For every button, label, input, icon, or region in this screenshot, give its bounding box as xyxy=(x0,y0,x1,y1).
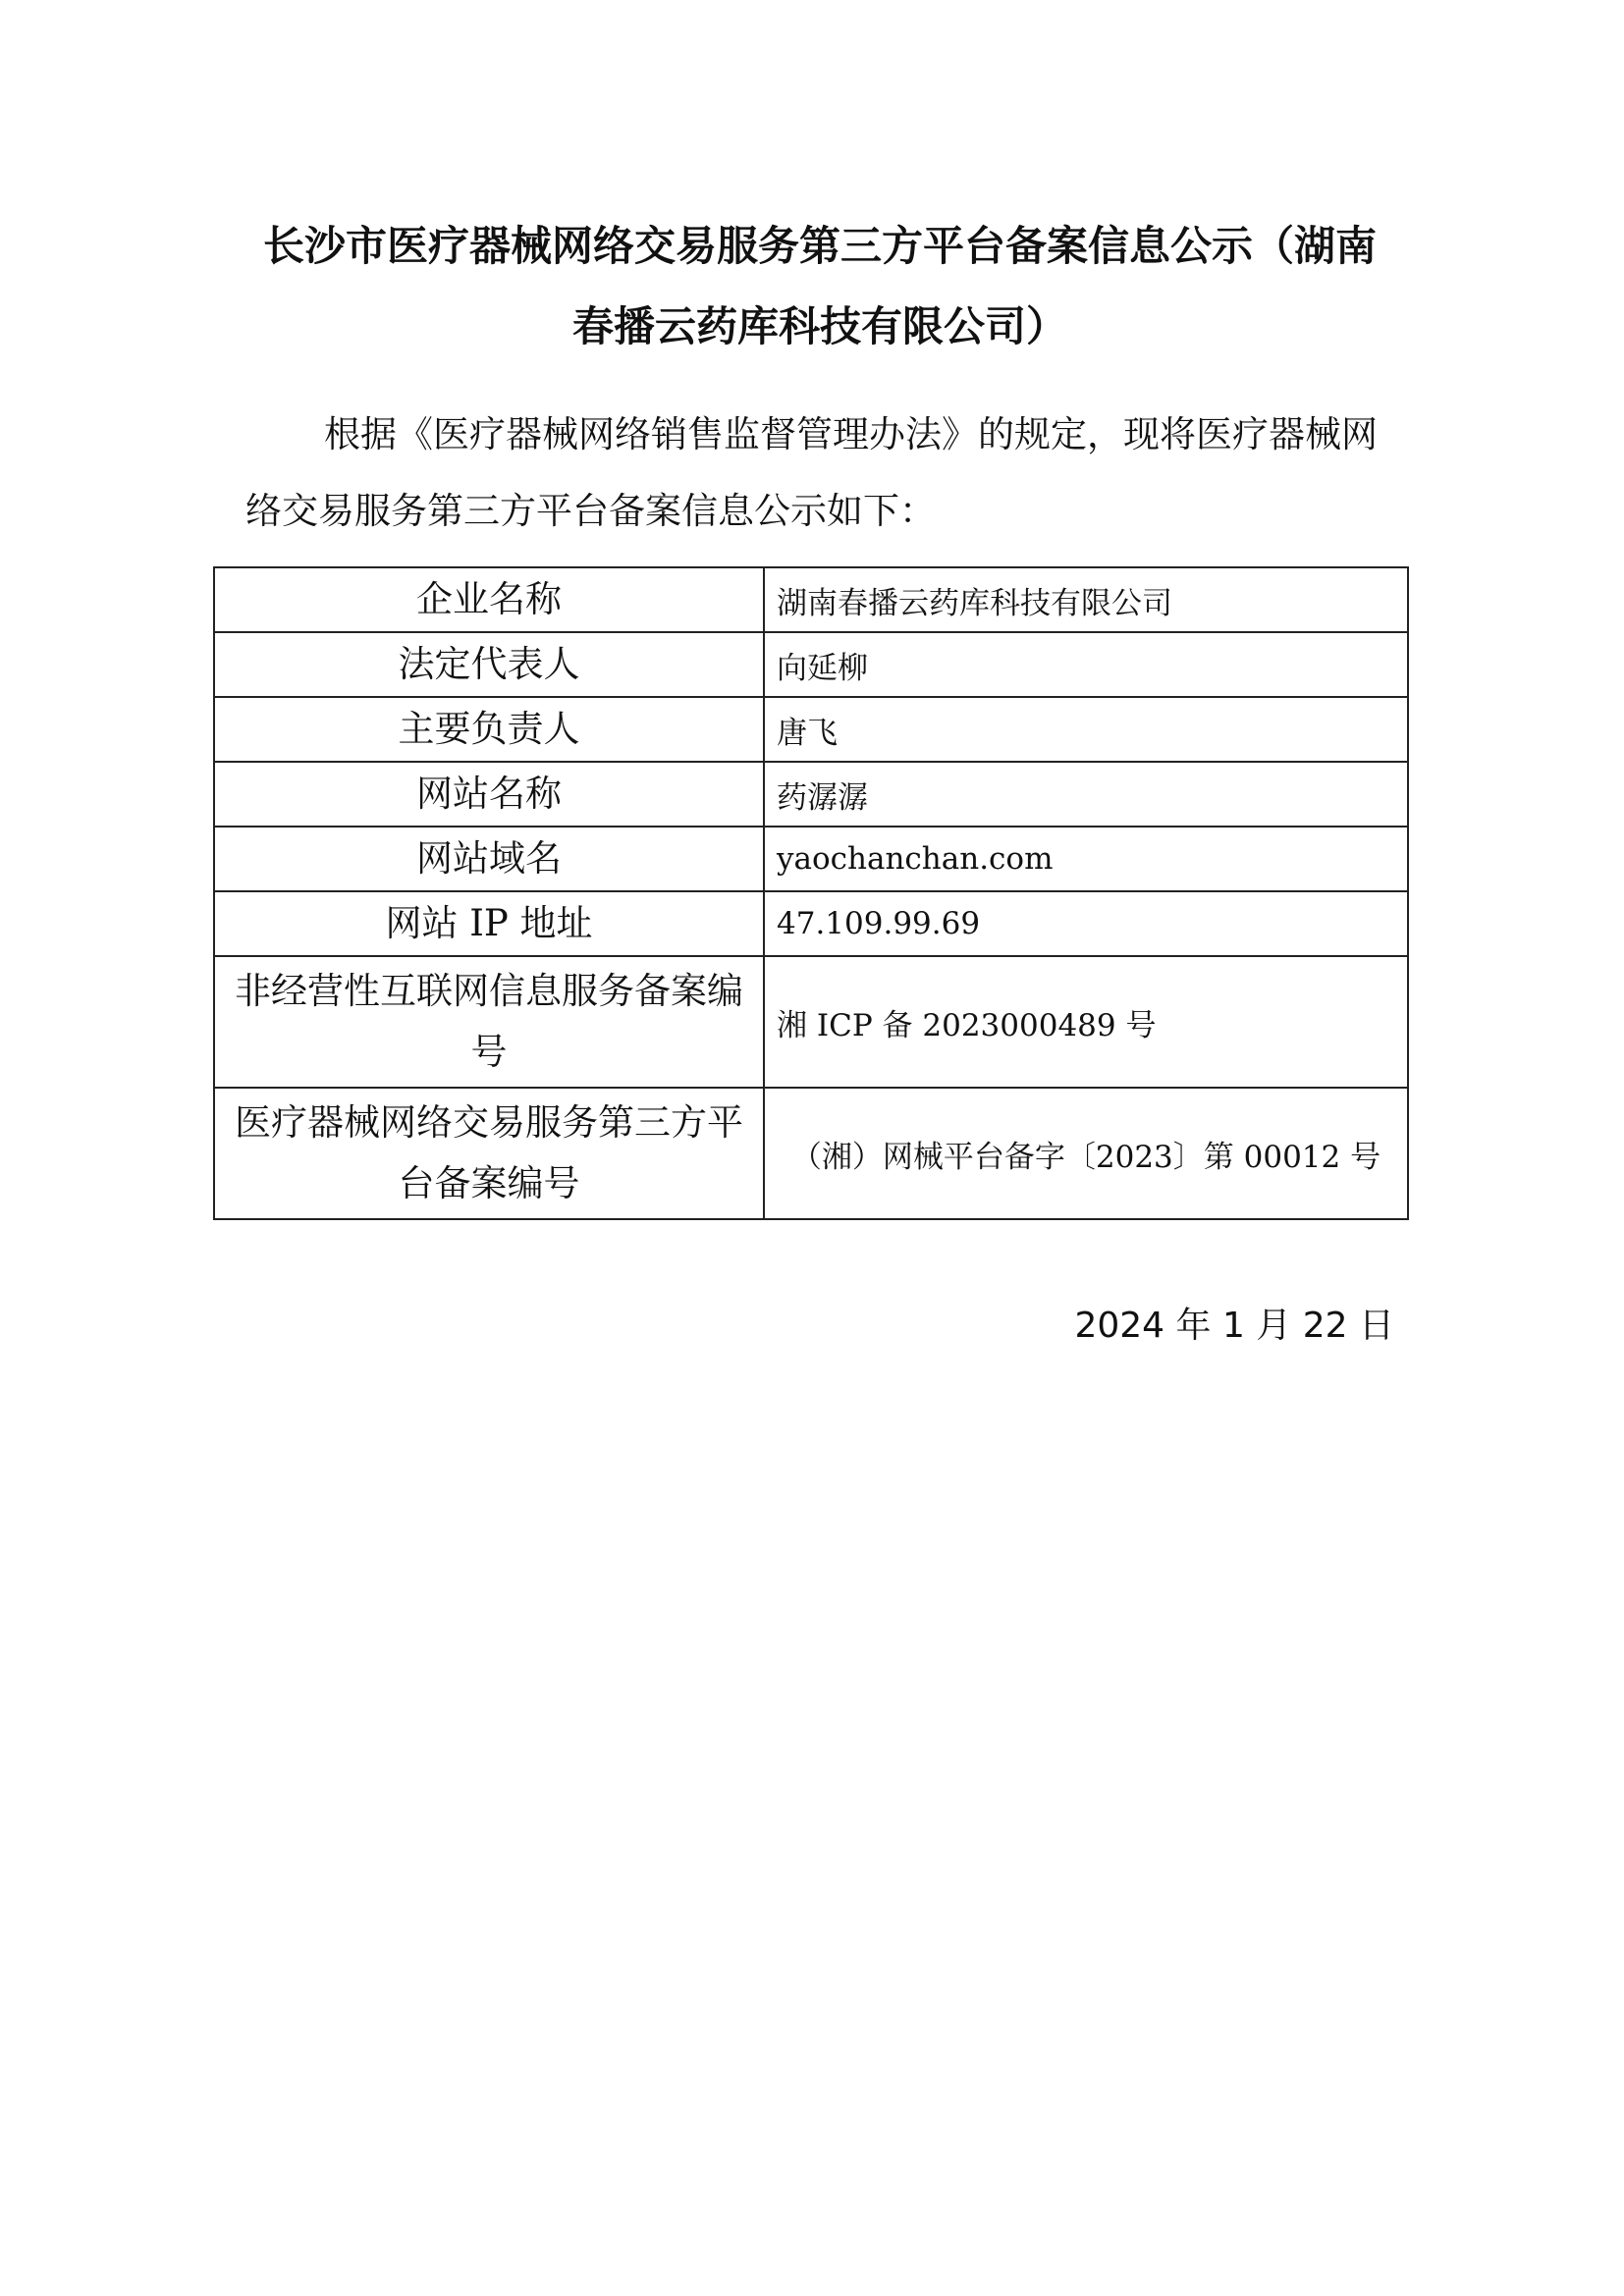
row-label: 法定代表人 xyxy=(214,632,764,697)
table-row xyxy=(214,1088,1408,1219)
table-row xyxy=(214,567,1408,632)
table-row xyxy=(214,956,1408,1088)
table-row xyxy=(214,762,1408,827)
row-value: 药潺潺 xyxy=(764,762,1408,827)
row-value: 湖南春播云药库科技有限公司 xyxy=(764,567,1408,632)
row-value: 湘 ICP 备 2023000489 号 xyxy=(764,956,1408,1088)
row-label: 网站域名 xyxy=(214,827,764,891)
row-value: 唐飞 xyxy=(764,697,1408,762)
intro-paragraph: 根据《医疗器械网络销售监督管理办法》的规定，现将医疗器械网络交易服务第三方平台备案信息公示如下： xyxy=(245,413,1378,532)
row-label: 网站名称 xyxy=(214,762,764,827)
row-value: （湘）网械平台备字〔2023〕第 00012 号 xyxy=(764,1088,1408,1219)
row-label: 医疗器械网络交易服务第三方平台备案编号 xyxy=(214,1088,764,1219)
row-value: yaochanchan.com xyxy=(764,827,1408,891)
row-value: 向延柳 xyxy=(764,632,1408,697)
document-title: 长沙市医疗器械网络交易服务第三方平台备案信息公示（湖南春播云药库科技有限公司） xyxy=(262,222,1377,350)
table-row xyxy=(214,697,1408,762)
table-row xyxy=(214,632,1408,697)
row-label: 主要负责人 xyxy=(214,697,764,762)
row-label: 企业名称 xyxy=(214,567,764,632)
publication-date: 2024 年 1 月 22 日 xyxy=(1074,1306,1394,1346)
table-row xyxy=(214,891,1408,956)
filing-info-table xyxy=(213,566,1409,1220)
row-label: 网站 IP 地址 xyxy=(214,891,764,956)
table-row xyxy=(214,827,1408,891)
row-value: 47.109.99.69 xyxy=(764,891,1408,956)
row-label: 非经营性互联网信息服务备案编号 xyxy=(214,956,764,1088)
